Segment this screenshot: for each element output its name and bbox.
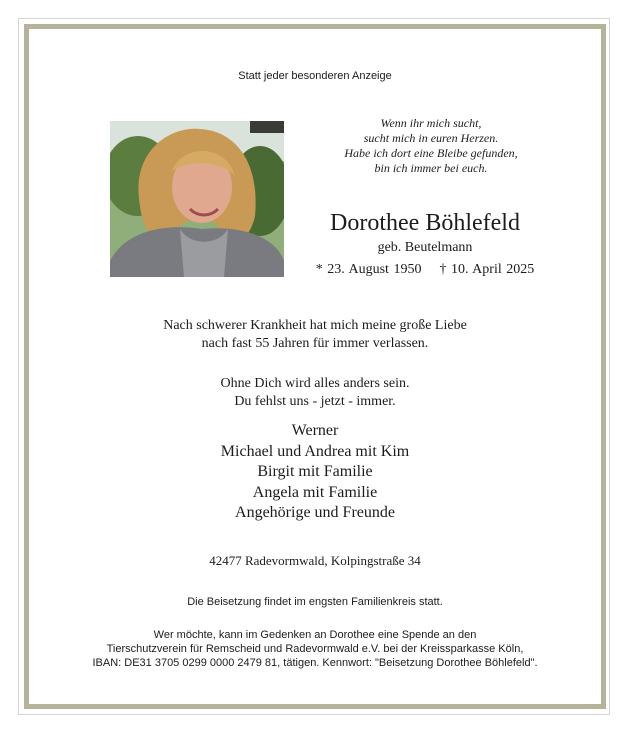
- death-date: † 10. April 2025: [439, 262, 535, 277]
- maiden-name: geb. Beutelmann: [377, 240, 473, 255]
- message-line: Du fehlst uns - jetzt - immer.: [234, 394, 396, 409]
- family-member: Angela mit Familie: [252, 483, 378, 501]
- deceased-name: Dorothee Böhlefeld: [330, 210, 520, 236]
- poem-line: Wenn ihr mich sucht,: [380, 116, 482, 130]
- family-member: Birgit mit Familie: [257, 463, 373, 480]
- address: 42477 Radevormwald, Kolpingstraße 34: [209, 553, 421, 568]
- donation-line: Wer möchte, kann im Gedenken an Dorothee eine Spende an den: [153, 629, 477, 641]
- family-member: Werner: [291, 422, 339, 439]
- message-paragraph-2: [0, 375, 630, 411]
- message-line: Nach schwerer Krankheit hat mich meine große Liebe: [163, 318, 467, 333]
- burial-note: Die Beisetzung findet im engsten Familienkreis statt.: [187, 596, 443, 608]
- poem-line: Habe ich dort eine Bleibe gefunden,: [344, 146, 518, 160]
- portrait-illustration: [110, 121, 284, 277]
- family-member: Angehörige und Freunde: [235, 504, 395, 521]
- message-paragraph-1: [0, 317, 630, 353]
- poem-line: bin ich immer bei euch.: [374, 161, 488, 175]
- header-note: Statt jeder besonderen Anzeige: [238, 70, 392, 82]
- family-list: [0, 421, 630, 524]
- birth-date: * 23. August 1950: [315, 262, 422, 277]
- donation-line: Tierschutzverein für Remscheid und Radevormwald e.V. bei der Kreissparkasse Köln,: [106, 643, 524, 655]
- donation-line: IBAN: DE31 3705 0299 0000 2479 81, tätigen. Kennwort: "Beisetzung Dorothee Böhlefeld".: [92, 657, 538, 669]
- life-dates: [300, 262, 550, 278]
- poem: [340, 116, 522, 176]
- donation-note: [0, 628, 630, 670]
- portrait-photo: [110, 121, 284, 277]
- poem-line: sucht mich in euren Herzen.: [363, 131, 499, 145]
- message-line: nach fast 55 Jahren für immer verlassen.: [201, 336, 429, 351]
- family-member: Michael und Andrea mit Kim: [220, 442, 410, 460]
- message-line: Ohne Dich wird alles anders sein.: [220, 376, 410, 391]
